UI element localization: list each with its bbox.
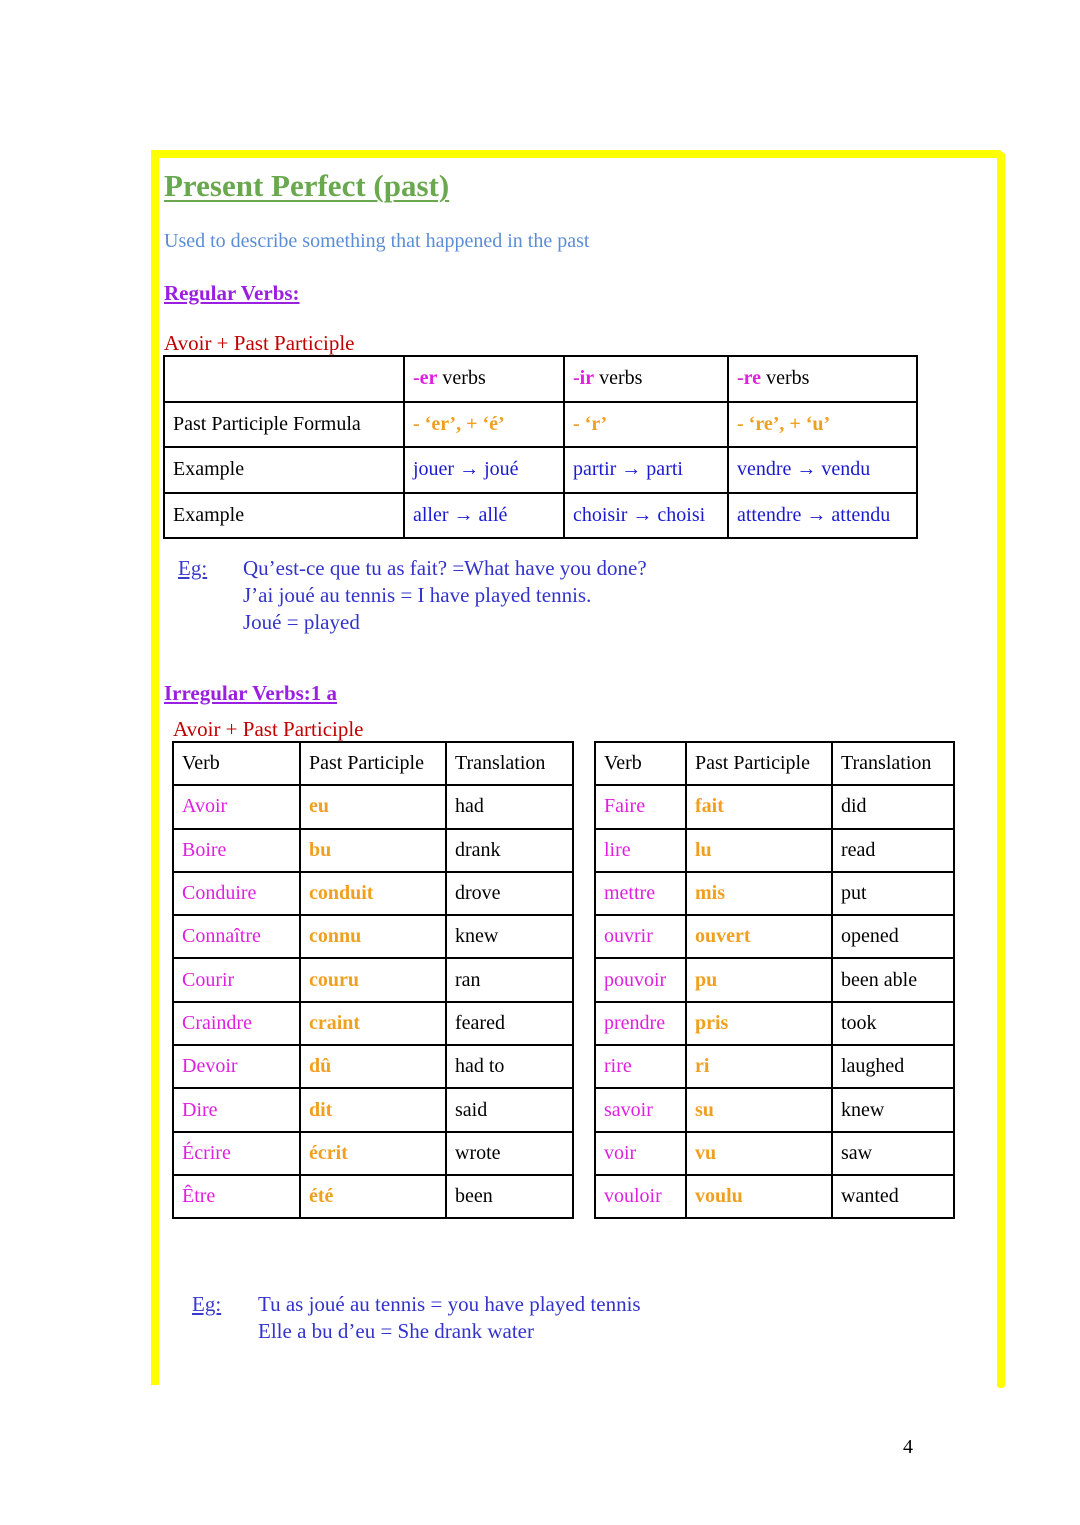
translation-cell: knew: [832, 1088, 954, 1131]
header-participle: Past Participle: [300, 742, 446, 785]
translation-cell: read: [832, 829, 954, 872]
table-row: [164, 493, 917, 539]
translation-cell: feared: [446, 1002, 573, 1045]
header-translation: Translation: [446, 742, 573, 785]
verb-cell: Avoir: [173, 785, 300, 828]
row-label: Example: [164, 493, 404, 539]
translation-cell: did: [832, 785, 954, 828]
translation-cell: been able: [832, 958, 954, 1001]
participle-cell: vu: [686, 1132, 832, 1175]
table-row: [164, 402, 917, 448]
participle-cell: été: [300, 1175, 446, 1218]
example-cell: choisir → choisi: [564, 493, 728, 539]
verb-cell: Boire: [173, 829, 300, 872]
participle-cell: mis: [686, 872, 832, 915]
table-row: [164, 447, 917, 493]
yellow-frame-left: [151, 150, 159, 1385]
participle-cell: dit: [300, 1088, 446, 1131]
example-line: Tu as joué au tennis = you have played tennis: [258, 1292, 641, 1316]
participle-cell: pris: [686, 1002, 832, 1045]
participle-cell: voulu: [686, 1175, 832, 1218]
irregular-verbs-table-right: [594, 741, 955, 1219]
verb-cell: prendre: [595, 1002, 686, 1045]
verb-cell: Être: [173, 1175, 300, 1218]
example-line: J’ai joué au tennis = I have played tennis.: [243, 583, 592, 607]
translation-cell: drove: [446, 872, 573, 915]
header-cell-re: -re verbs: [728, 356, 917, 402]
translation-cell: drank: [446, 829, 573, 872]
participle-cell: ouvert: [686, 915, 832, 958]
table-row: [595, 1088, 954, 1131]
irregular-verbs-heading: Irregular Verbs:1 a: [164, 681, 338, 705]
regular-verbs-heading: Regular Verbs:: [164, 281, 300, 305]
table-row: [173, 1045, 573, 1088]
table-header-row: [595, 742, 954, 785]
table-row: [173, 1175, 573, 1218]
example-label: Eg:: [192, 1292, 222, 1316]
participle-cell: écrit: [300, 1132, 446, 1175]
header-translation: Translation: [832, 742, 954, 785]
verb-cell: Courir: [173, 958, 300, 1001]
verb-cell: lire: [595, 829, 686, 872]
table-row: [173, 958, 573, 1001]
participle-cell: eu: [300, 785, 446, 828]
translation-cell: took: [832, 1002, 954, 1045]
regular-verbs-table: [163, 355, 918, 539]
table-row: [595, 1132, 954, 1175]
yellow-frame-top: [151, 150, 1002, 158]
table-row: [173, 829, 573, 872]
header-verb: Verb: [173, 742, 300, 785]
table-row: [173, 785, 573, 828]
table-row: [173, 1132, 573, 1175]
verb-cell: pouvoir: [595, 958, 686, 1001]
table-row: [173, 915, 573, 958]
example-cell: attendre → attendu: [728, 493, 917, 539]
formula-cell: - ‘re’, + ‘u’: [728, 402, 917, 448]
participle-cell: bu: [300, 829, 446, 872]
verb-cell: mettre: [595, 872, 686, 915]
participle-cell: ri: [686, 1045, 832, 1088]
translation-cell: knew: [446, 915, 573, 958]
example-cell: jouer → joué: [404, 447, 564, 493]
translation-cell: been: [446, 1175, 573, 1218]
table-row: [595, 1175, 954, 1218]
page-number: 4: [903, 1436, 913, 1458]
participle-cell: pu: [686, 958, 832, 1001]
example-cell: vendre → vendu: [728, 447, 917, 493]
table-row: [173, 1002, 573, 1045]
header-cell-ir: -ir verbs: [564, 356, 728, 402]
example-line: Qu’est-ce que tu as fait? =What have you done?: [243, 556, 647, 580]
verb-cell: Connaître: [173, 915, 300, 958]
translation-cell: put: [832, 872, 954, 915]
header-verb: Verb: [595, 742, 686, 785]
header-cell-empty: [164, 356, 404, 402]
regular-formula-label: Avoir + Past Participle: [164, 331, 355, 355]
verb-cell: Conduire: [173, 872, 300, 915]
row-label: Example: [164, 447, 404, 493]
verb-cell: rire: [595, 1045, 686, 1088]
translation-cell: said: [446, 1088, 573, 1131]
example-line: Joué = played: [243, 610, 360, 634]
translation-cell: wrote: [446, 1132, 573, 1175]
table-row: [173, 1088, 573, 1131]
verb-cell: ouvrir: [595, 915, 686, 958]
page-title: Present Perfect (past): [164, 168, 450, 203]
participle-cell: fait: [686, 785, 832, 828]
participle-cell: craint: [300, 1002, 446, 1045]
translation-cell: wanted: [832, 1175, 954, 1218]
table-row: [595, 915, 954, 958]
page-subtitle: Used to describe something that happened in the past: [164, 230, 590, 252]
table-row: [173, 872, 573, 915]
verb-cell: Dire: [173, 1088, 300, 1131]
participle-cell: dû: [300, 1045, 446, 1088]
header-cell-er: -er verbs: [404, 356, 564, 402]
example-cell: partir → parti: [564, 447, 728, 493]
table-row: [595, 958, 954, 1001]
example-label: Eg:: [178, 556, 208, 580]
table-row: [595, 785, 954, 828]
participle-cell: couru: [300, 958, 446, 1001]
formula-cell: - ‘er’, + ‘é’: [404, 402, 564, 448]
table-row: [595, 1002, 954, 1045]
participle-cell: lu: [686, 829, 832, 872]
verb-cell: savoir: [595, 1088, 686, 1131]
participle-cell: connu: [300, 915, 446, 958]
example-cell: aller → allé: [404, 493, 564, 539]
translation-cell: opened: [832, 915, 954, 958]
table-row: [595, 1045, 954, 1088]
regular-example-lines: [243, 555, 647, 636]
example-line: Elle a bu d’eu = She drank water: [258, 1319, 534, 1343]
formula-cell: - ‘r’: [564, 402, 728, 448]
irregular-example-lines: [258, 1291, 641, 1345]
verb-cell: vouloir: [595, 1175, 686, 1218]
header-participle: Past Participle: [686, 742, 832, 785]
row-label: Past Participle Formula: [164, 402, 404, 448]
verb-cell: Écrire: [173, 1132, 300, 1175]
table-row: [595, 829, 954, 872]
verb-cell: Faire: [595, 785, 686, 828]
translation-cell: laughed: [832, 1045, 954, 1088]
irregular-formula-label: Avoir + Past Participle: [173, 717, 364, 741]
verb-cell: voir: [595, 1132, 686, 1175]
translation-cell: had: [446, 785, 573, 828]
translation-cell: saw: [832, 1132, 954, 1175]
participle-cell: su: [686, 1088, 832, 1131]
translation-cell: had to: [446, 1045, 573, 1088]
verb-cell: Devoir: [173, 1045, 300, 1088]
participle-cell: conduit: [300, 872, 446, 915]
translation-cell: ran: [446, 958, 573, 1001]
table-row: [595, 872, 954, 915]
irregular-verbs-table-left: [172, 741, 574, 1219]
verb-cell: Craindre: [173, 1002, 300, 1045]
table-header-row: [164, 356, 917, 402]
yellow-frame-right: [997, 152, 1005, 1388]
table-header-row: [173, 742, 573, 785]
